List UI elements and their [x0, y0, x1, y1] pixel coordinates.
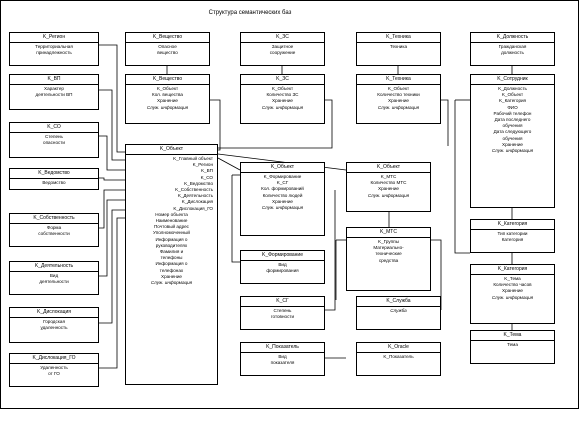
entity-header: K_Регион — [10, 33, 98, 43]
entity-header: K_Дислокация — [10, 308, 98, 318]
entity-box-vid — [9, 74, 99, 110]
entity-fields — [10, 364, 98, 377]
entity-field: Количество техники — [377, 92, 420, 98]
entity-field: Опасное — [158, 44, 177, 49]
entity-header: K_Объект — [347, 163, 430, 173]
entity-field: сооружение — [269, 50, 296, 56]
entity-field: Хранение — [502, 141, 523, 147]
entity-box-technika — [356, 32, 441, 66]
entity-box-veshestvo_obj — [125, 74, 210, 124]
entity-field: должность — [501, 50, 524, 56]
entity-box-tema — [470, 330, 555, 364]
entity-fields — [241, 85, 324, 111]
entity-header: K_Показатель — [241, 343, 324, 353]
entity-field: Хранение — [388, 98, 409, 104]
connector-line — [232, 175, 240, 262]
entity-fields — [347, 238, 430, 264]
entity-field: Служ. информация — [261, 104, 304, 110]
entity-field: K_Главный объект — [173, 156, 213, 161]
entity-field: Наименование — [155, 218, 188, 224]
entity-field: Количество часов — [493, 282, 532, 288]
entity-field: телефоны — [160, 255, 183, 261]
entity-field: Служ. информация — [377, 104, 420, 110]
entity-fields — [241, 173, 324, 211]
entity-field: Хранение — [161, 273, 182, 279]
entity-field: вещество — [157, 50, 178, 56]
entity-fields — [357, 85, 440, 111]
entity-header: K_Категория — [471, 220, 554, 230]
entity-field: принадлежность — [36, 50, 72, 56]
entity-field: Почтовый адрес — [154, 224, 189, 230]
entity-field: Информация о — [155, 261, 188, 267]
entity-header: K_ЗС — [241, 33, 324, 43]
entity-fields — [357, 43, 440, 50]
entity-field: K_Формирование — [263, 174, 302, 179]
entity-field: K_Категория — [498, 98, 527, 104]
entity-field: Степень — [45, 134, 63, 139]
entity-header: K_ВП — [10, 75, 98, 85]
entity-fields — [126, 43, 209, 56]
entity-field: Тип категории — [497, 231, 528, 236]
entity-field: Защитное — [271, 44, 294, 49]
entity-box-sg — [240, 296, 325, 330]
entity-field: K_СГ — [276, 180, 289, 186]
entity-field: руководителях — [155, 242, 188, 248]
entity-box-oracle — [356, 342, 441, 376]
entity-field: K_Деятельность — [177, 193, 213, 199]
entity-fields — [241, 353, 324, 366]
entity-fields — [10, 133, 98, 146]
entity-box-form — [240, 250, 325, 284]
connector-line — [325, 190, 335, 310]
entity-header: K_Объект — [241, 163, 324, 173]
entity-box-technika_obj — [356, 74, 441, 124]
entity-field: Служ. информация — [491, 148, 534, 154]
entity-fields — [241, 307, 324, 320]
entity-field: обучения — [502, 123, 523, 129]
entity-field: Количество МТС — [370, 180, 407, 186]
entity-field: Хранение — [502, 288, 523, 294]
entity-field: показателя — [270, 360, 295, 366]
entity-box-sobst — [9, 213, 99, 247]
connector-line — [99, 178, 125, 180]
entity-field: K_Дислокация_ГО — [173, 205, 213, 211]
entity-header: K_Дислокация_ГО — [10, 354, 98, 364]
entity-field: Тема — [507, 342, 518, 347]
entity-field: Кол. вещества — [152, 92, 183, 98]
entity-field: Гражданская — [498, 44, 527, 49]
connector-line — [441, 100, 448, 146]
entity-field: Хранение — [272, 98, 293, 104]
entity-fields — [126, 85, 209, 111]
entity-fields — [10, 85, 98, 98]
entity-field: Городская — [43, 319, 65, 324]
entity-header: K_Oracle — [357, 343, 440, 353]
entity-field: Материально- — [373, 245, 404, 251]
entity-header: K_ЗС — [241, 75, 324, 85]
entity-box-vedomstvo — [9, 168, 99, 190]
entity-header: K_Техника — [357, 75, 440, 85]
entity-field: K_Должность — [498, 86, 527, 91]
entity-header: K_СГ — [241, 297, 324, 307]
entity-field: собственности — [38, 231, 70, 237]
diagram-title: Структура семантических баз — [208, 10, 292, 16]
entity-header: K_Вещество — [126, 75, 209, 85]
entity-field: K_Объект — [501, 92, 524, 98]
entity-field: Форма — [46, 225, 62, 230]
entity-box-veshestvo — [125, 32, 210, 66]
entity-field: K_Дислокация — [181, 199, 213, 205]
entity-field: Дата следующего — [493, 129, 532, 135]
entity-field: K_Ведомство — [184, 180, 213, 186]
entity-fields — [357, 307, 440, 314]
entity-field: удаленность — [40, 325, 68, 331]
entity-fields — [471, 341, 554, 348]
entity-field: деятельности ВП — [35, 92, 73, 98]
entity-fields — [347, 173, 430, 199]
entity-header: K_МТС — [347, 228, 430, 238]
entity-box-pokaz — [240, 342, 325, 376]
entity-field: Информация о — [155, 236, 188, 242]
entity-field: Вид — [49, 273, 59, 278]
entity-header: K_Собственность — [10, 214, 98, 224]
entity-field: Хранение — [272, 198, 293, 204]
entity-header: K_Категория — [471, 265, 554, 275]
entity-fields — [471, 43, 554, 56]
entity-fields — [10, 318, 98, 331]
entity-box-mts_obj — [346, 162, 431, 212]
entity-field: K_ВП — [201, 168, 213, 174]
connector-line — [455, 100, 470, 253]
entity-box-dolzhnost — [470, 32, 555, 66]
entity-field: Кол. формирований — [261, 186, 304, 192]
entity-field: Уполномоченный — [153, 230, 190, 236]
entity-field: Фамилия и — [159, 249, 184, 255]
entity-field: K_СО — [200, 174, 213, 180]
entity-field: опасности — [43, 140, 65, 146]
entity-box-zs_obj — [240, 74, 325, 124]
entity-fields — [471, 85, 554, 154]
entity-field: Удаленность — [40, 365, 68, 370]
entity-field: Ведомство — [42, 180, 66, 185]
entity-field: готовности — [270, 314, 295, 320]
entity-field: Территориальная — [35, 44, 73, 49]
entity-field: Количество ЗС — [266, 92, 299, 98]
entity-field: Хранение — [378, 186, 399, 192]
entity-box-kategoria_tema — [470, 264, 555, 324]
entity-field: Номер объекта — [155, 211, 188, 217]
entity-field: Рабочий телефон — [493, 110, 532, 116]
entity-box-mts — [346, 227, 431, 291]
entity-field: от ГО — [48, 371, 60, 377]
entity-header: K_Ведомство — [10, 169, 98, 179]
connector-line — [210, 100, 220, 150]
entity-header: K_Формирование — [241, 251, 324, 261]
entity-box-obj — [125, 144, 218, 385]
entity-field: средства — [378, 257, 399, 263]
connector-line — [99, 210, 125, 323]
entity-field: деятельности — [39, 279, 69, 285]
entity-field: Вид — [278, 262, 287, 267]
entity-fields — [10, 179, 98, 186]
entity-field: Служ. информация — [146, 104, 189, 110]
entity-field: K_Тема — [504, 276, 521, 281]
entity-fields — [471, 275, 554, 301]
entity-field: K_Регион — [192, 162, 213, 168]
entity-field: Техника — [389, 44, 408, 49]
connector-line — [218, 158, 240, 170]
entity-field: формирования — [266, 268, 299, 274]
entity-fields — [10, 272, 98, 285]
entity-box-dislok_go — [9, 353, 99, 387]
entity-header: K_СО — [10, 123, 98, 133]
connector-line — [99, 90, 125, 160]
entity-field: Количество людей — [262, 192, 303, 198]
entity-field: обучения — [502, 135, 523, 141]
entity-header: K_Сотрудник — [471, 75, 554, 85]
entity-field: K_Объект — [156, 86, 179, 91]
entity-fields — [10, 43, 98, 56]
entity-box-kategoria — [470, 219, 555, 253]
entity-header: K_Объект — [126, 145, 217, 155]
entity-fields — [241, 261, 324, 274]
entity-fields — [10, 224, 98, 237]
entity-box-zs — [240, 32, 325, 66]
entity-field: Степень — [273, 308, 292, 313]
entity-box-co — [9, 122, 99, 158]
entity-header: K_Должность — [471, 33, 554, 43]
entity-field: Характер — [44, 86, 64, 91]
entity-field: K_Показатель — [383, 354, 414, 359]
entity-fields — [357, 353, 440, 360]
entity-field: технические — [375, 251, 402, 257]
entity-box-sluzhba — [356, 296, 441, 330]
entity-fields — [471, 230, 554, 243]
entity-field: Хранение — [157, 98, 178, 104]
entity-header: K_Тема — [471, 331, 554, 341]
entity-box-region — [9, 32, 99, 66]
entity-field: Служ. информация — [261, 205, 304, 211]
entity-box-sotrudnik — [470, 74, 555, 208]
entity-field: Служ. информация — [150, 280, 193, 286]
entity-field: K_Объект — [387, 86, 410, 91]
entity-field: Категория — [501, 237, 524, 243]
entity-field: Дата последнего — [494, 117, 531, 123]
entity-field: K_Собственность — [175, 187, 213, 193]
entity-box-obj_form — [240, 162, 325, 236]
entity-header: K_Вещество — [126, 33, 209, 43]
entity-field: K_МТС — [380, 174, 397, 179]
entity-field: K_Объект — [271, 86, 294, 91]
entity-field: ФИО — [507, 104, 518, 110]
entity-fields — [126, 155, 217, 286]
entity-box-dislok — [9, 307, 99, 343]
entity-header: K_Служба — [357, 297, 440, 307]
entity-field: K_Группы — [378, 239, 399, 244]
entity-field: Служба — [390, 308, 407, 313]
entity-field: телефонах — [159, 267, 184, 273]
entity-box-deyat — [9, 261, 99, 295]
entity-field: Служ. информация — [367, 192, 410, 198]
entity-header: K_Деятельность — [10, 262, 98, 272]
entity-fields — [241, 43, 324, 56]
entity-field: Вид — [278, 354, 287, 359]
entity-field: Служ. информация — [491, 294, 534, 300]
entity-header: K_Техника — [357, 33, 440, 43]
